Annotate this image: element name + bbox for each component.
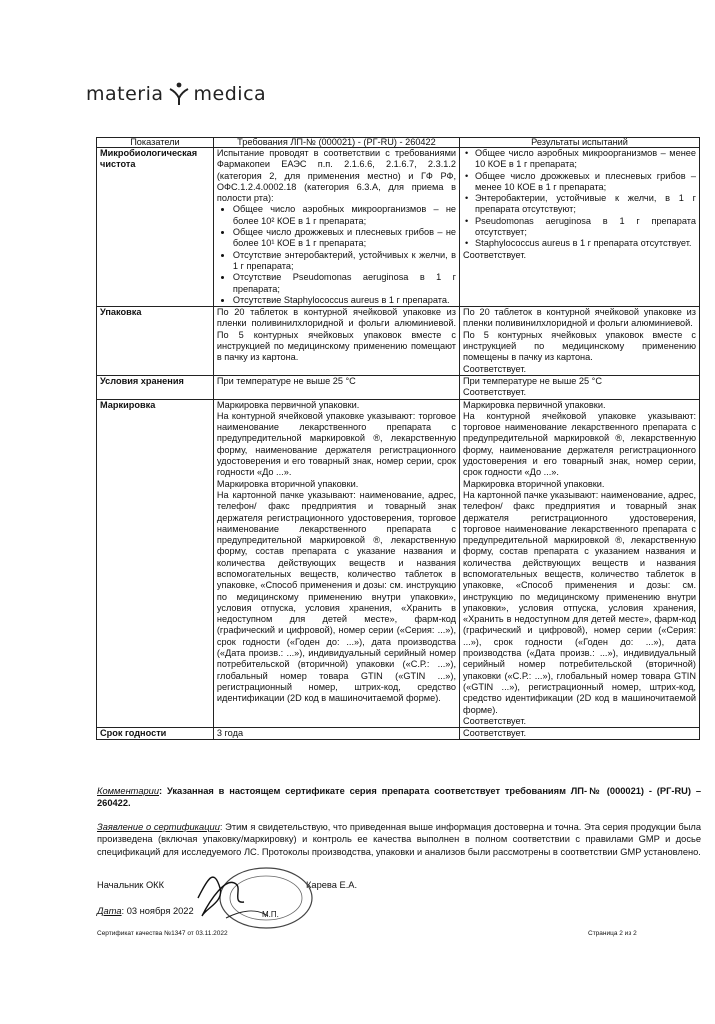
res-marking-p2: На контурной ячейковой упаковке указывают: торговое наименование лекарственного препарата с предупредительной маркировкой ®, лекарственную форму, наименование держателя регистрационного удостоверения и его товарный знак, номер серии, срок годности «До ...». [463, 410, 696, 478]
res-storage-1: При температуре не выше 25 °С [463, 375, 602, 386]
list-item: • Энтеробактерии, устойчивые к желчи, в 1 г препарата отсутствуют; [475, 193, 696, 216]
cell-res-micro [460, 148, 700, 307]
certificate-table [96, 137, 700, 740]
req-micro-list [217, 204, 456, 306]
cell-res-marking [460, 399, 700, 728]
res-micro-verdict: Соответствует. [463, 249, 527, 260]
statement-label: Заявление о сертификации [97, 822, 220, 832]
signature-stamp-icon [196, 858, 314, 938]
logo-text-right: medica [193, 83, 267, 105]
date-value: : 03 ноября 2022 [121, 906, 194, 916]
res-marking-p4: На картонной пачке указывают: наименование, адрес, телефон/ факс предприятия и товарный знак держателя регистрационного удостоверения, торговое наименование лекарственного препарата с предупредительной маркировкой ®, лекарственную форму, состав препарата с указанием названия и количества действующих веществ и названия вспомогательных веществ, количество таблеток в упаковке, «Способ применения и дозы: см. инструкцию по медицинскому применению внутри упаковки», условия отпуска, условия хранения, «Хранить в недоступном для детей месте», фарм-код (графический и цифровой), номер серии («Серия: ...»), срок годности («Годен до: ...»), дата производства («Дата произв.: ...»), индивидуальный серийный номер потребительской (вторичной) упаковки («С.Р.: ...»), глобальный номер товара GTIN («GTIN ...»), регистрационный номер, штрих-код, средство идентификации (2D код в машиночитаемой форме). [463, 489, 696, 715]
table-row [97, 399, 700, 728]
row-name-storage: Условия хранения [97, 375, 214, 399]
stamp-mark: М.П. [262, 910, 279, 919]
list-item: • Общее число аэробных микроорганизмов – не более 10² КОЕ в 1 г препарата; [233, 204, 456, 227]
list-item: • Общее число дрожжевых и плесневых грибов – не более 10¹ КОЕ в 1 г препарата; [233, 227, 456, 250]
footer-page-number: Страница 2 из 2 [588, 930, 637, 937]
res-marking-verdict: Соответствует. [463, 715, 527, 726]
footer-certificate-number: Сертификат качества №1347 от 03.11.2022 [97, 930, 228, 937]
res-marking-p1: Маркировка первичной упаковки. [463, 399, 606, 410]
list-item: • Отсутствие Pseudomonas aeruginosa в 1 г препарата; [233, 272, 456, 295]
res-marking-p3: Маркировка вторичной упаковки. [463, 478, 605, 489]
cell-req-micro [213, 148, 459, 307]
row-name-pack: Упаковка [97, 307, 214, 376]
header-results: Результаты испытаний [460, 138, 700, 148]
comment-paragraph [97, 785, 701, 809]
list-item: • Общее число дрожжевых и плесневых грибов – менее 10 КОЕ в 1 г препарата; [475, 171, 696, 194]
cell-req-shelf: 3 года [213, 728, 459, 740]
cell-req-storage: При температуре не выше 25 °С [213, 375, 459, 399]
list-item: • Pseudomonas aeruginosa в 1 г препарата отсутствует; [475, 216, 696, 239]
date-label: Дата [97, 906, 122, 916]
list-item: • Отсутствие Staphylococcus aureus в 1 г препарата. [233, 295, 456, 306]
logo-text-left: materia [86, 83, 164, 105]
table-row [97, 307, 700, 376]
row-name-shelf: Срок годности [97, 728, 214, 740]
table-row [97, 375, 700, 399]
table-row [97, 728, 700, 740]
signer-position: Начальник ОКК [97, 880, 165, 890]
req-marking-p4: На картонной пачке указывают: наименование, адрес, телефон/ факс предприятия и товарный знак держателя регистрационного удостоверения, торговое наименование лекарственного препарата с предупредительной маркировкой ®, лекарственную форму, состав препарата с указание названия и количества действующих веществ и названия вспомогательных веществ, количество таблеток в упаковке, «Способ применения и дозы: см. инструкцию по медицинскому применению внутри упаковки», условия отпуска, условия хранения, «Хранить в недоступном для детей месте», фарм-код (графический и цифровой), номер серии («Серия: ...»), срок годности («Годен до: ...»), дата производства («Дата произв.: ...»), индивидуальный серийный номер потребительской (вторичной) упаковки («С.Р.: ...»), глобальный номер товара GTIN («GTIN ...»), регистрационный номер, штрих-код, средство идентификации (2D код в машиночитаемой форме). [216, 489, 457, 704]
row-name-marking: Маркировка [97, 399, 214, 728]
statement-text: : Этим я свидетельствую, что приведенная выше информация достоверна и точна. Эта серия продукции была произведена (включая упаковку/маркировку) и контроль ее качества выполнен в полном соответствии с правилами GMP и досье спецификаций для исследуемого ЛС. Протоколы производства, упаковки и анализов были рассмотрены в соответствии GMP установлено. [97, 822, 702, 857]
res-pack-1: По 20 таблеток в контурной ячейковой упаковке из пленки поливинилхлоридной и фольги алюминиевой. [463, 307, 696, 329]
table-row [97, 148, 700, 307]
certification-statement [97, 821, 701, 858]
header-indicators: Показатели [97, 138, 214, 148]
signature-date [97, 906, 194, 916]
req-marking-p3: Маркировка вторичной упаковки. [216, 478, 359, 489]
res-pack-2: По 5 контурных ячейковых упаковок вместе с инструкцией по медицинскому применению помещены в пачку из картона. [463, 329, 696, 363]
list-item: • Отсутствие энтеробактерий, устойчивых к желчи, в 1 г препарата; [233, 250, 456, 273]
logo-figure-icon [168, 82, 190, 106]
cell-req-pack: По 20 таблеток в контурной ячейковой упаковке из пленки поливинилхлоридной и фольги алюминиевой. По 5 контурных ячейковых упаковок вместе с инструкцией по медицинскому применению помещают в пачку из картона. [213, 307, 459, 376]
cell-res-pack [460, 307, 700, 376]
req-micro-intro: Испытание проводят в соответствии с требованиями Фармакопеи ЕАЭС п.п. 2.1.6.6, 2.1.6.7, 2.3.1.2 (категория 2, для применения местно) и ГФ РФ, ОФС.1.2.4.0002.18 (категория 6.3.А, для приема в полости рта): [216, 148, 457, 204]
cell-req-marking [213, 399, 459, 728]
company-logo [86, 82, 266, 106]
row-name-micro: Микробиологическая чистота [97, 148, 214, 307]
list-item: • Общее число аэробных микроорганизмов – менее 10 КОЕ в 1 г препарата; [475, 148, 696, 171]
comment-label: Комментарии [97, 786, 160, 796]
list-item: • Staphylococcus aureus в 1 г препарата отсутствует. [475, 238, 696, 249]
res-pack-3: Соответствует. [463, 363, 527, 374]
req-marking-p2: На контурной ячейковой упаковке указывают: торговое наименование лекарственного препарата с предупредительной маркировкой ®, лекарственную форму, наименование держателя регистрационного удостоверения и его товарный знак, номер серии, срок годности «До ...». [216, 410, 457, 478]
comment-text: : Указанная в настоящем сертификате серия препарата соответствует требованиям ЛП-№ (000021) - (РГ-RU) – 260422. [97, 786, 701, 808]
table-header-row [97, 138, 700, 148]
req-marking-p1: Маркировка первичной упаковки. [216, 399, 360, 410]
signer-name: Карева Е.А. [306, 880, 358, 890]
cell-res-shelf: Соответствует. [460, 728, 700, 740]
cell-res-storage [460, 375, 700, 399]
res-micro-list [463, 148, 696, 250]
res-storage-2: Соответствует. [463, 387, 527, 398]
header-requirements: Требования ЛП-№ (000021) - (РГ-RU) - 260422 [213, 138, 459, 148]
